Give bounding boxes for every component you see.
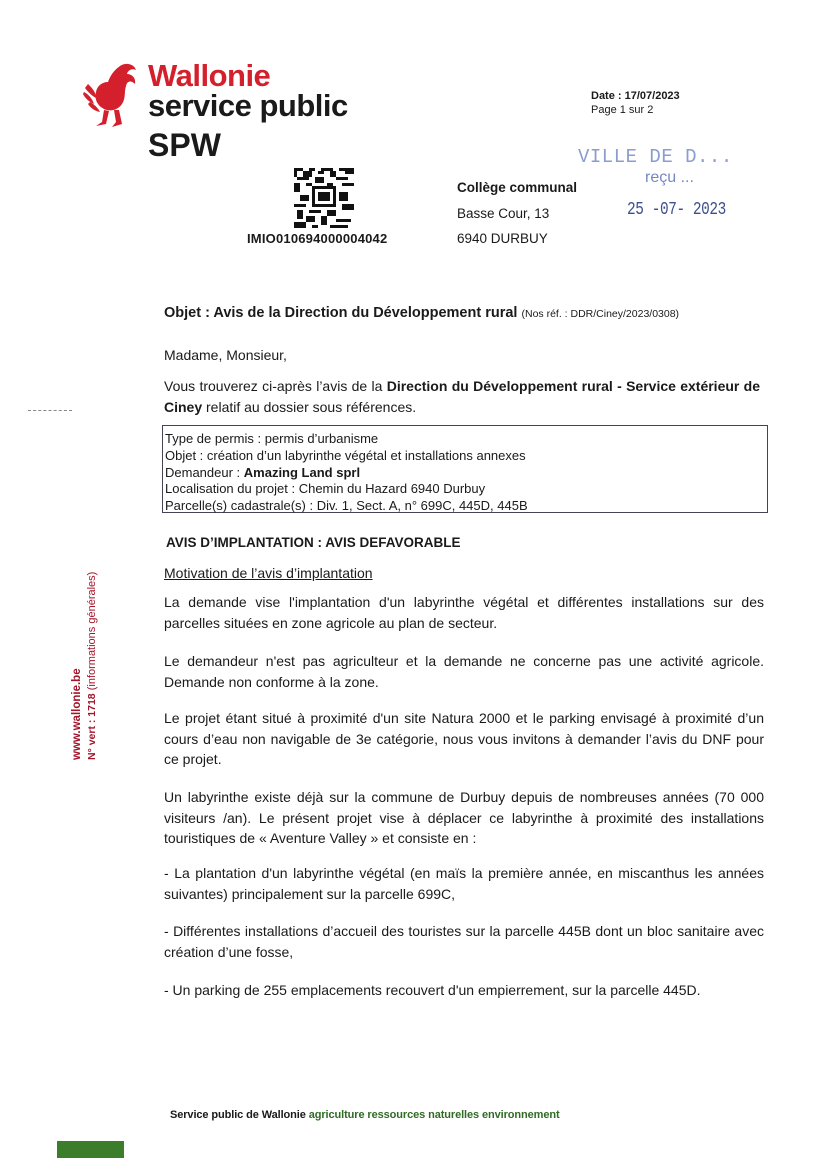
recipient-city: 6940 DURBUY (457, 231, 548, 246)
cadastral-parcels: Parcelle(s) cadastrale(s) : Div. 1, Sect. A, n° 699C, 445D, 445B (165, 498, 528, 514)
logo-service-public-text: service public (148, 88, 348, 123)
recipient-name: Collège communal (457, 180, 578, 195)
applicant-label: Demandeur : (165, 464, 244, 480)
footer-green-bar (57, 1141, 124, 1158)
paragraph: La demande vise l'implantation d'un labyrinthe végétal et différentes installations sur des parcelles situées en zone agricole au plan de secteur. (164, 594, 764, 631)
avis-heading: AVIS D’IMPLANTATION : AVIS DEFAVORABLE (166, 535, 461, 550)
stamp-line-1: VILLE DE D... (578, 146, 733, 168)
paragraph: Le demandeur n'est pas agriculteur et la demande ne concerne pas une activité agricole. Demande non conforme à la zone. (164, 653, 764, 690)
letter-subject (164, 305, 679, 321)
paragraph: Un labyrinthe existe déjà sur la commune de Durbuy depuis de nombreuses années (70 000 visiteurs /an). Le présent projet vise à déplacer ce labyrinthe à proximité des installations touristiques de « Aventure Valley » et consiste en : (164, 789, 764, 846)
footer (170, 1109, 560, 1121)
logo-spw-text: SPW (148, 127, 221, 163)
permit-type: Type de permis : permis d’urbanisme (165, 431, 379, 446)
sidebar-info: (informations générales) (86, 571, 98, 691)
paragraph: - Un parking de 255 emplacements recouvert d'un empierrement, sur la parcelle 445D. (164, 982, 701, 998)
recipient-street: Basse Cour, 13 (457, 206, 550, 221)
subject-reference: (Nos réf. : DDR/Ciney/2023/0308) (521, 308, 680, 320)
case-info-box (162, 425, 768, 513)
project-location: Localisation du projet : Chemin du Hazard 6940 Durbuy (165, 481, 486, 497)
qr-code-icon (294, 168, 354, 228)
permit-object: Objet : création d’un labyrinthe végétal et installations annexes (165, 447, 526, 463)
footer-org: Service public de Wallonie (170, 1109, 309, 1121)
sidebar-contact (70, 572, 100, 760)
applicant-value: Amazing Land sprl (243, 464, 361, 480)
page-number: Page 1 sur 2 (591, 104, 654, 116)
intro-paragraph (164, 376, 760, 418)
paragraph: - Différentes installations d’accueil des touristes sur la parcelle 445B dont un bloc sanitaire avec création d’une fosse, (164, 923, 764, 960)
document-date: Date : 17/07/2023 (591, 90, 680, 102)
rooster-logo-icon (82, 62, 144, 128)
fold-mark (28, 410, 72, 411)
paragraph: Le projet étant situé à proximité d'un site Natura 2000 et le parking envisagé à proximité d’un cours d’eau non navigable de 3e catégorie, nous vous invitons à demander l’avis du DNF pour ce projet. (164, 710, 764, 767)
salutation: Madame, Monsieur, (164, 347, 287, 363)
intro-pre: Vous trouverez ci-après l’avis de la (164, 378, 387, 394)
sidebar-url: www.wallonie.be (71, 668, 83, 760)
subject-text: Objet : Avis de la Direction du Développement rural (164, 305, 518, 321)
footer-department: agriculture ressources naturelles environnement (308, 1109, 560, 1121)
stamp-line-2: reçu ... (645, 169, 694, 186)
intro-bold: Direction du Développement rural - Service extérieur de Ciney (164, 378, 761, 415)
logo-wallonie-text: Wallonie (148, 58, 271, 93)
paragraph: - La plantation d'un labyrinthe végétal (en maïs la première année, en miscanthus les années suivantes) principalement sur la parcelle 699C, (164, 865, 764, 902)
stamp-date: 25 -07- 2023 (627, 200, 726, 220)
document-barcode-id: IMIO010694000004042 (247, 231, 388, 246)
intro-post: relatif au dossier sous références. (202, 399, 417, 415)
applicant (165, 465, 767, 482)
motivation-heading: Motivation de l’avis d’implantation (164, 565, 373, 581)
sidebar-green-number: N° vert : 1718 (86, 693, 98, 760)
